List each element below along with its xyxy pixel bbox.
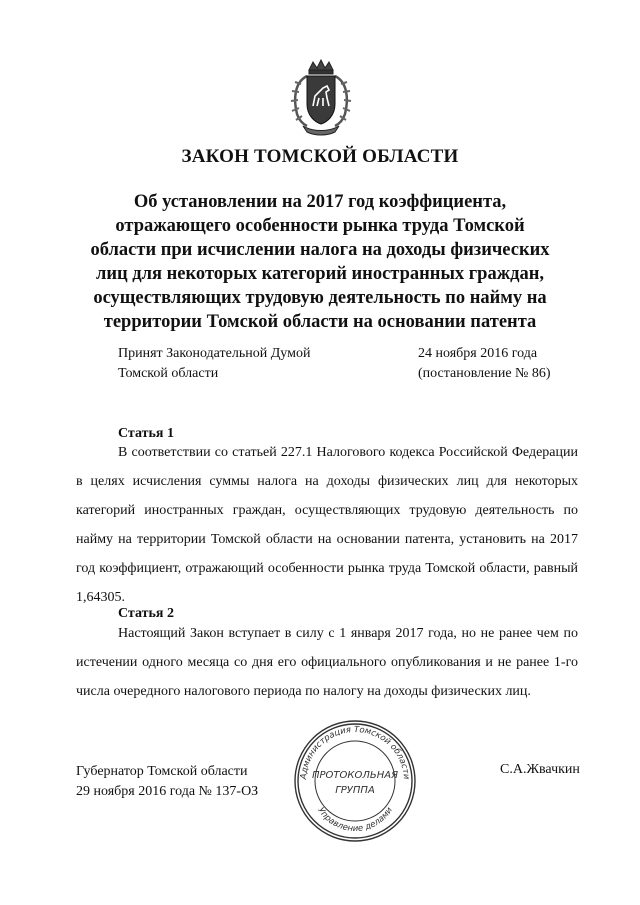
subject-line: Об установлении на 2017 год коэффициента, [133, 192, 507, 212]
stamp-ring-bottom: Управление делами [315, 805, 395, 835]
adoption-date-text: 24 ноября 2016 года [418, 346, 538, 361]
subject-line: территории Томской области на основании патента [103, 312, 537, 332]
official-stamp [292, 718, 418, 844]
adoption-body [118, 344, 310, 384]
subject-line: отражающего особенности рынка труда Томской [115, 216, 525, 236]
adoption-body-line: Томской области [118, 366, 219, 381]
subject-line: осуществляющих трудовую деятельность по найму на [93, 288, 547, 308]
article-1-text: В соответствии со статьей 227.1 Налогового кодекса Российской Федерации в целях исчисления суммы налога на доходы физических лиц для некоторых категорий иностранных граждан, осуществляющих трудовую деятельность по найму на территории Томской области на основании патента, установить на 2017 год коэффициент, отражающий особенности рынка труда Томской области, равный 1,64305. [76, 445, 578, 605]
law-subject [70, 190, 570, 334]
adoption-body-line: Принят Законодательной Думой [118, 346, 311, 361]
subject-line: области при исчислении налога на доходы физических [90, 240, 550, 260]
law-date-number: 29 ноября 2016 года № 137-ОЗ [76, 784, 259, 799]
article-2-heading: Статья 2 [118, 606, 174, 621]
adoption-resolution: (постановление № 86) [418, 366, 551, 381]
coat-of-arms-icon [289, 58, 353, 136]
stamp-center-line2: ГРУППА [335, 785, 375, 796]
signature-block [76, 762, 258, 802]
signer-name: С.А.Жвачкин [500, 762, 580, 777]
subject-line: лиц для некоторых категорий иностранных граждан, [95, 264, 545, 284]
signer-position: Губернатор Томской области [76, 764, 248, 779]
adoption-date [418, 344, 551, 384]
stamp-ring-top: Администрация Томской области [298, 724, 412, 780]
article-1-heading: Статья 1 [118, 426, 174, 441]
article-2-text: Настоящий Закон вступает в силу с 1 января 2017 года, но не ранее чем по истечении одного месяца со дня его официального опубликования и не ранее 1-го числа очередного налогового периода по налогу на доходы физических лиц. [76, 626, 578, 699]
stamp-center-line1: ПРОТОКОЛЬНАЯ [311, 770, 399, 781]
law-title: ЗАКОН ТОМСКОЙ ОБЛАСТИ [181, 146, 459, 167]
